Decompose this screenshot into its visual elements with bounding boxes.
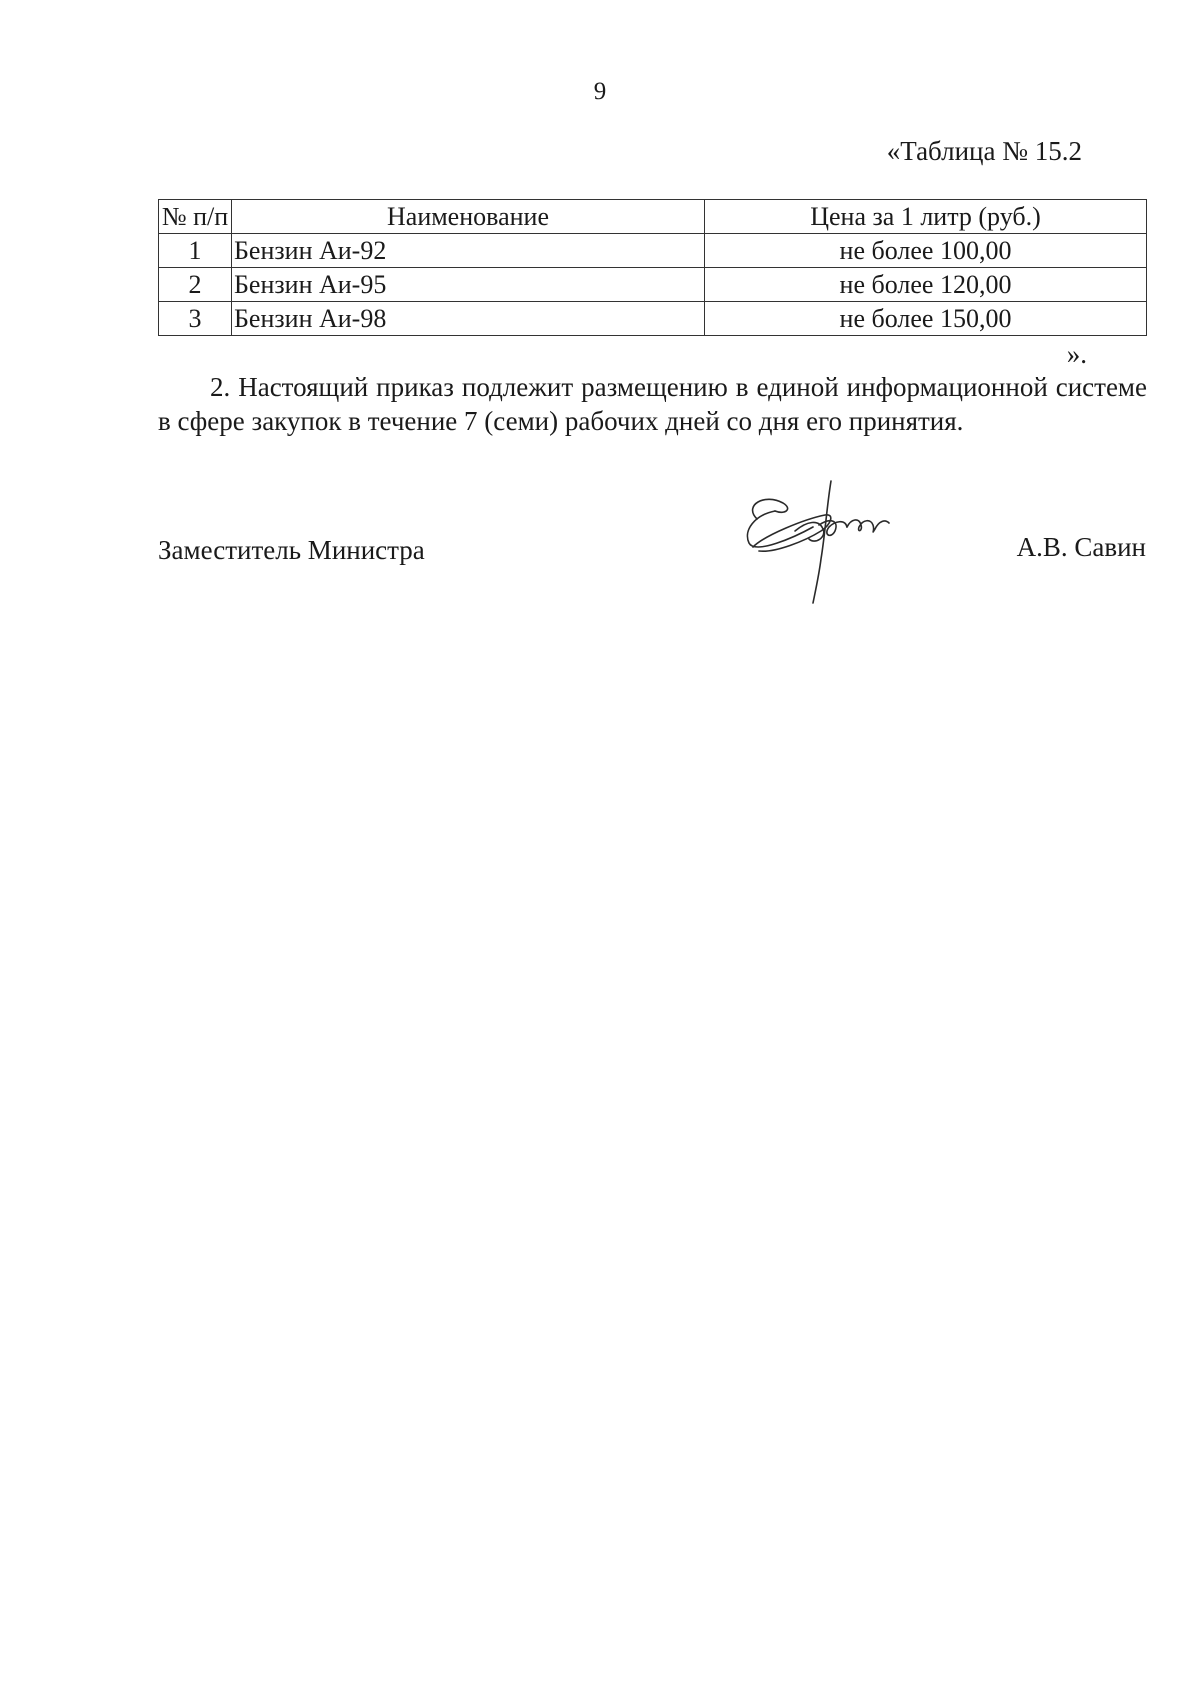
row-price: не более 150,00: [705, 302, 1147, 336]
header-price: Цена за 1 литр (руб.): [705, 200, 1147, 234]
signature-icon: [735, 475, 905, 610]
closing-quote: ».: [1066, 339, 1087, 369]
row-num: 3: [159, 302, 232, 336]
row-name: Бензин Аи-98: [232, 302, 705, 336]
signer-title: Заместитель Министра: [158, 535, 425, 565]
row-name: Бензин Аи-92: [232, 234, 705, 268]
table-caption: «Таблица № 15.2: [886, 136, 1082, 166]
row-num: 1: [159, 234, 232, 268]
page-number: 9: [593, 78, 607, 105]
header-name: Наименование: [232, 200, 705, 234]
header-num: № п/п: [159, 200, 232, 234]
signer-name: А.В. Савин: [1016, 532, 1146, 562]
price-table: [158, 199, 1147, 336]
table-row: [159, 234, 1147, 268]
table-row: [159, 302, 1147, 336]
row-price: не более 120,00: [705, 268, 1147, 302]
row-name: Бензин Аи-95: [232, 268, 705, 302]
table-header-row: [159, 200, 1147, 234]
body-paragraph: 2. Настоящий приказ подлежит размещению в единой информационной системе в сфере закупок в течение 7 (семи) рабочих дней со дня его принятия.: [158, 372, 1147, 436]
table-row: [159, 268, 1147, 302]
row-num: 2: [159, 268, 232, 302]
row-price: не более 100,00: [705, 234, 1147, 268]
